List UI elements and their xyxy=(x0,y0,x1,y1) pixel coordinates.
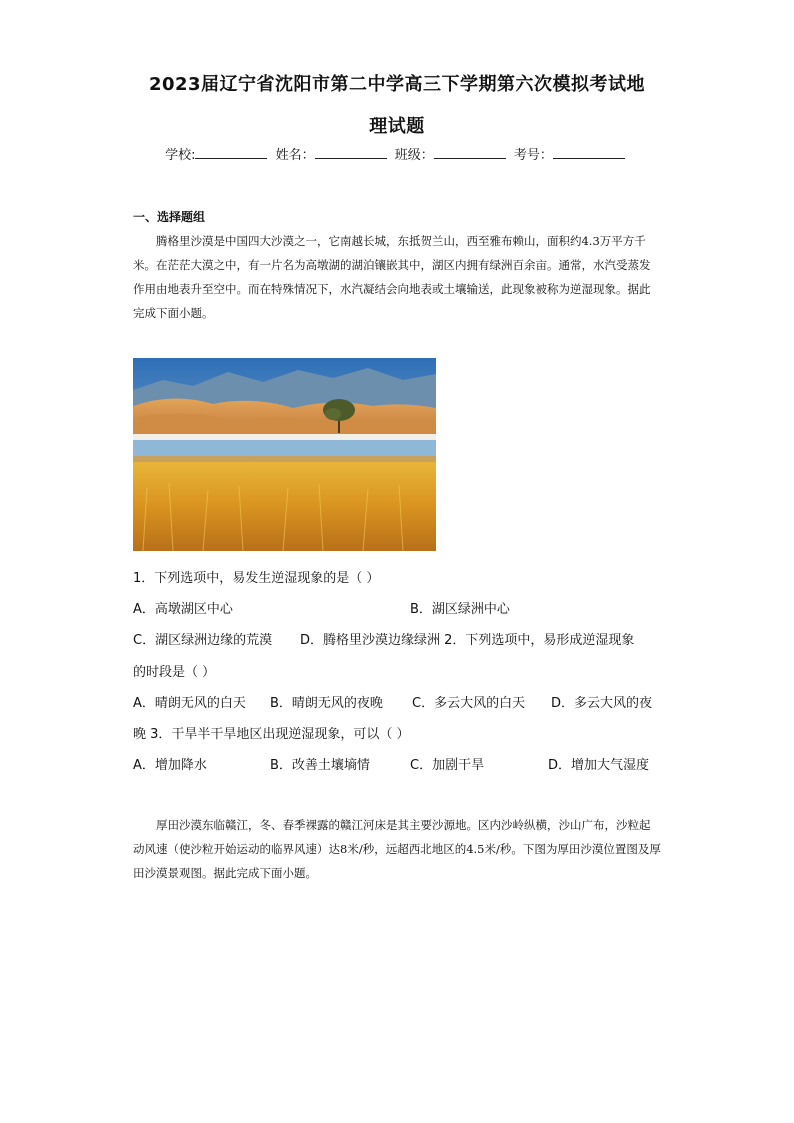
passage-tengger-desert: 腾格里沙漠是中国四大沙漠之一，它南越长城，东抵贺兰山，西至雅布赖山，面积约4.3万平方千米。在茫茫大漠之中，有一片名为高墩湖的湖泊镶嵌其中，湖区内拥有绿洲百余亩。通常，水汽受蒸发作用由地表升至空中。而在特殊情况下，水汽凝结会向地表或土壤输送，此现象被称为逆湿现象。据此完成下面小题。 xyxy=(133,234,651,320)
school-label: 学校: xyxy=(165,148,196,163)
exam-number-label: 考号： xyxy=(513,148,553,163)
section-heading: 一、选择题组 xyxy=(133,210,206,224)
class-label: 班级： xyxy=(394,148,434,163)
passage-houtian-desert: 厚田沙漠东临赣江，冬、春季裸露的赣江河床是其主要沙源地。区内沙岭纵横，沙山广布，沙粒起动风速（使沙粒开始运动的临界风速）达8米/秒，远超西北地区的4.5米/秒。下图为厚田沙漠位置图及厚田沙漠景观图。据此完成下面小题。 xyxy=(133,818,661,880)
question-2-option-b[interactable]: B．晴朗无风的夜晚 xyxy=(270,696,383,711)
question-3-option-d[interactable]: D．增加大气湿度 xyxy=(548,758,650,773)
student-info-row xyxy=(0,144,794,163)
question-1-option-d-question-2-stem[interactable]: D．腾格里沙漠边缘绿洲 2．下列选项中，易形成逆湿现象 xyxy=(300,633,635,648)
question-3-option-c[interactable]: C．加剧干旱 xyxy=(410,758,485,773)
name-label: 姓名： xyxy=(275,148,315,163)
exam-number-blank[interactable] xyxy=(553,146,625,159)
question-2-stem-tail: 的时段是（ ） xyxy=(133,665,216,680)
question-2-option-a[interactable]: A．晴朗无风的白天 xyxy=(133,696,246,711)
exam-title-line2: 理试题 xyxy=(369,116,425,137)
question-3-option-a[interactable]: A．增加降水 xyxy=(133,758,207,773)
class-blank[interactable] xyxy=(434,146,506,159)
question-1-option-a[interactable]: A．高墩湖区中心 xyxy=(133,602,233,617)
school-blank[interactable] xyxy=(195,146,267,159)
question-2-option-d-tail-question-3-stem: 晚 3．干旱半干旱地区出现逆湿现象，可以（ ） xyxy=(133,727,410,742)
exam-title-line1: 2023届辽宁省沈阳市第二中学高三下学期第六次模拟考试地 xyxy=(148,74,646,95)
desert-lake-landscape-photo xyxy=(133,358,436,551)
question-2-option-d[interactable]: D．多云大风的夜 xyxy=(551,696,653,711)
question-1-stem: 1．下列选项中，易发生逆湿现象的是（ ） xyxy=(133,571,380,586)
question-3-option-b[interactable]: B．改善土壤墒情 xyxy=(270,758,370,773)
question-2-option-c[interactable]: C．多云大风的白天 xyxy=(412,696,526,711)
name-blank[interactable] xyxy=(315,146,387,159)
question-1-option-c[interactable]: C．湖区绿洲边缘的荒漠 xyxy=(133,633,273,648)
question-1-option-b[interactable]: B．湖区绿洲中心 xyxy=(410,602,510,617)
